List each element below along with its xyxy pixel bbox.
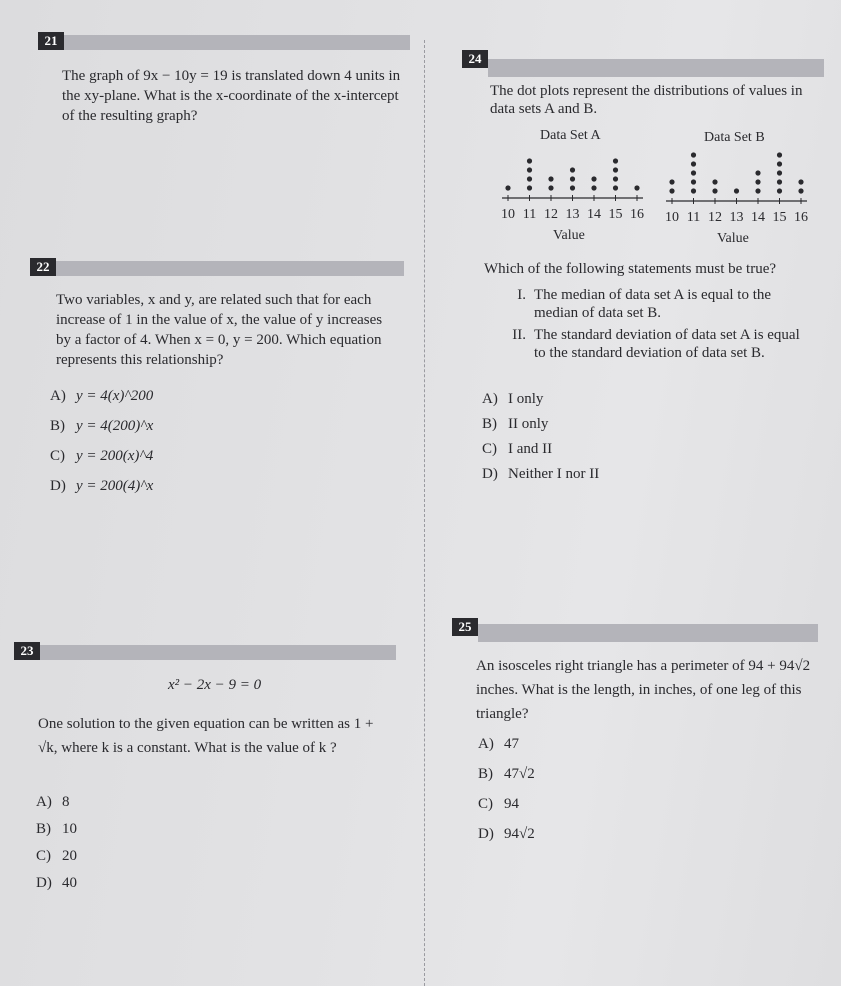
question-number: 25 [452, 618, 478, 636]
question-23-text: One solution to the given equation can be written as 1 + √k, where k is a constant. What is the value of k ? [38, 716, 374, 756]
data-dot [613, 176, 618, 181]
data-dot [691, 188, 696, 193]
choice-a[interactable]: A) I only [482, 391, 544, 407]
data-dot [527, 167, 532, 172]
data-dot [798, 188, 803, 193]
tick-label: 11 [522, 207, 537, 222]
data-dot [691, 152, 696, 157]
header-bar [478, 624, 818, 642]
data-dot [613, 158, 618, 163]
question-21-text: The graph of 9x − 10y = 19 is translated down 4 units in the xy-plane. What is the x-coordinate of the x-intercept of the resulting graph? [62, 68, 401, 124]
choice-a[interactable]: A) 47 [478, 736, 519, 752]
data-dot [613, 167, 618, 172]
header-bar [488, 59, 824, 77]
tick-label: 10 [501, 207, 515, 222]
question-23-header [14, 642, 396, 660]
data-dot [669, 188, 674, 193]
plot-a-xlabel: Value [553, 228, 585, 243]
data-dot [505, 185, 510, 190]
plot-b-title: Data Set B [704, 130, 765, 145]
data-dot [527, 158, 532, 163]
question-25-choices [478, 734, 678, 854]
data-dot [613, 185, 618, 190]
statement-2: II. The standard deviation of data set A is equal to the standard deviation of data set B. [512, 327, 800, 361]
tick-label: 13 [565, 207, 580, 222]
tick-label: 15 [772, 210, 787, 225]
data-dot [798, 179, 803, 184]
choice-d[interactable]: D) y = 200(4)^x [50, 478, 154, 494]
data-dot [634, 185, 639, 190]
dot-plot-b [665, 152, 808, 225]
choice-d[interactable]: D) Neither I nor II [482, 466, 600, 482]
statement-1: I. The median of data set A is equal to the median of data set B. [517, 287, 772, 321]
choice-b[interactable]: B) y = 4(200)^x [50, 418, 154, 434]
question-23-choices [36, 792, 236, 900]
data-dot [548, 185, 553, 190]
data-dot [570, 176, 575, 181]
data-dot [691, 161, 696, 166]
tick-label: 12 [544, 207, 558, 222]
question-24-question: Which of the following statements must be true? [484, 261, 777, 277]
tick-label: 16 [794, 210, 808, 225]
question-22-choices [50, 386, 350, 506]
question-24-choices [482, 389, 782, 489]
question-25-text: An isosceles right triangle has a perimeter of 94 + 94√2 inches. What is the length, in inches, of one leg of this triangle? [476, 658, 811, 722]
tick-label: 11 [686, 210, 701, 225]
question-21-header [38, 32, 410, 50]
question-number: 22 [30, 258, 56, 276]
question-25-header [452, 618, 818, 636]
question-23-equation: x² − 2x − 9 = 0 [168, 677, 262, 693]
header-bar [56, 261, 404, 276]
choice-c[interactable]: C) y = 200(x)^4 [50, 448, 154, 464]
data-dot [777, 179, 782, 184]
tick-label: 12 [708, 210, 722, 225]
choice-b[interactable]: B) 47√2 [478, 766, 535, 782]
plot-b-xlabel: Value [717, 231, 749, 246]
data-dot [734, 188, 739, 193]
data-dot [591, 185, 596, 190]
data-dot [777, 188, 782, 193]
tick-label: 14 [587, 207, 601, 222]
data-dot [570, 167, 575, 172]
question-number: 21 [38, 32, 64, 50]
dot-plots-figure [490, 146, 830, 232]
header-bar [64, 35, 410, 50]
data-dot [755, 170, 760, 175]
tick-label: 16 [630, 207, 644, 222]
choice-c[interactable]: C) 94 [478, 796, 519, 812]
choice-d[interactable]: D) 94√2 [478, 826, 535, 842]
tick-label: 10 [665, 210, 679, 225]
tick-label: 14 [751, 210, 765, 225]
question-22-header [30, 258, 404, 276]
data-dot [712, 179, 717, 184]
data-dot [777, 170, 782, 175]
question-24-header [462, 50, 824, 68]
question-24-intro: The dot plots represent the distributions of values in data sets A and B. [490, 83, 803, 117]
choice-d[interactable]: D) 40 [36, 875, 77, 891]
choice-b[interactable]: B) 10 [36, 821, 77, 837]
data-dot [570, 185, 575, 190]
choice-a[interactable]: A) 8 [36, 794, 70, 810]
data-dot [777, 152, 782, 157]
data-dot [691, 179, 696, 184]
tick-label: 13 [729, 210, 744, 225]
question-24-statements [500, 286, 810, 366]
data-dot [755, 188, 760, 193]
data-dot [591, 176, 596, 181]
header-bar [40, 645, 396, 660]
question-number: 24 [462, 50, 488, 68]
plot-a-title: Data Set A [540, 128, 601, 143]
data-dot [669, 179, 674, 184]
data-dot [691, 170, 696, 175]
data-dot [755, 179, 760, 184]
question-22-text: Two variables, x and y, are related such that for each increase of 1 in the value of x, the value of y increases by a factor of 4. When x = 0, y = 200. Which equation represents this relationship? [56, 292, 383, 368]
column-divider [424, 40, 425, 986]
data-dot [527, 185, 532, 190]
choice-b[interactable]: B) II only [482, 416, 549, 432]
data-dot [527, 176, 532, 181]
choice-a[interactable]: A) y = 4(x)^200 [50, 388, 154, 404]
data-dot [777, 161, 782, 166]
choice-c[interactable]: C) I and II [482, 441, 553, 457]
tick-label: 15 [608, 207, 623, 222]
question-number: 23 [14, 642, 40, 660]
data-dot [548, 176, 553, 181]
dot-plot-a [501, 158, 644, 222]
choice-c[interactable]: C) 20 [36, 848, 77, 864]
data-dot [712, 188, 717, 193]
